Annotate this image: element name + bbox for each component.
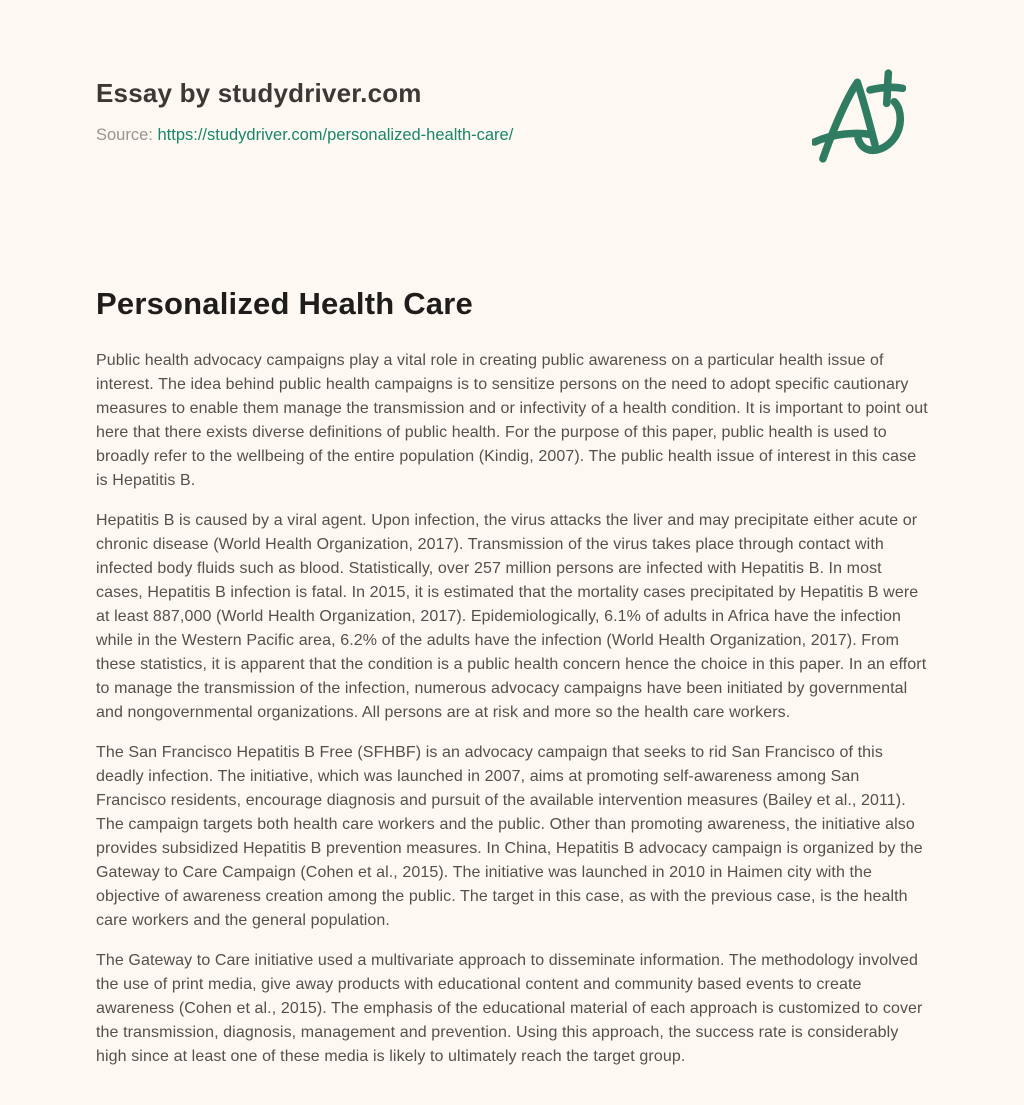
source-label: Source: xyxy=(96,126,153,144)
a-plus-logo-icon xyxy=(812,64,906,173)
site-header-title: Essay by studydriver.com xyxy=(96,78,422,108)
source-line xyxy=(96,126,513,145)
essay-paragraph-2: Hepatitis B is caused by a viral agent. Upon infection, the virus attacks the liver and may precipitate either acute or chronic disease (World Health Organization, 2017). Transmission of the virus takes place through contact with infected body fluids such as blood. Statistically, over 257 million persons are infected with Hepatitis B. In most cases, Hepatitis B infection is fatal. In 2015, it is estimated that the mortality cases precipitated by Hepatitis B were at least 887,000 (World Health Organization, 2017). Epidemiologically, 6.1% of adults in Africa have the infection while in the Western Pacific area, 6.2% of the adults have the infection (World Health Organization, 2017). From these statistics, it is apparent that the condition is a public health concern hence the choice in this paper. In an effort to manage the transmission of the infection, numerous advocacy campaigns have been initiated by governmental and nongovernmental organizations. All persons are at risk and more so the health care workers. xyxy=(96,512,927,721)
essay-title: Personalized Health Care xyxy=(96,286,473,321)
essay-paragraph-3: The San Francisco Hepatitis B Free (SFHBF) is an advocacy campaign that seeks to rid San Francisco of this deadly infection. The initiative, which was launched in 2007, aims at promoting self-awareness among San Francisco residents, encourage diagnosis and pursuit of the available intervention measures (Bailey et al., 2011). The campaign targets both health care workers and the public. Other than promoting awareness, the initiative also provides subsidized Hepatitis B prevention measures. In China, Hepatitis B advocacy campaign is organized by the Gateway to Care Campaign (Cohen et al., 2015). The initiative was launched in 2010 in Haimen city with the objective of awareness creation among the public. The target in this case, as with the previous case, is the health care workers and the general population. xyxy=(96,744,923,929)
page-header xyxy=(96,76,928,173)
essay-paragraph-1: Public health advocacy campaigns play a vital role in creating public awareness on a particular health issue of interest. The idea behind public health campaigns is to sensitize persons on the need to adopt specific cautionary measures to enable them manage the transmission and or infectivity of a health condition. It is important to point out here that there exists diverse definitions of public health. For the purpose of this paper, public health is used to broadly refer to the wellbeing of the entire population (Kindig, 2007). The public health issue of interest in this case is Hepatitis B. xyxy=(96,352,928,489)
essay-paragraph-4: The Gateway to Care initiative used a multivariate approach to disseminate information. The methodology involved the use of print media, give away products with educational content and community based events to create awareness (Cohen et al., 2015). The emphasis of the educational material of each approach is customized to cover the transmission, diagnosis, management and prevention. Using this approach, the success rate is considerably high since at least one of these media is likely to ultimately reach the target group. xyxy=(96,952,923,1065)
source-url-link[interactable]: https://studydriver.com/personalized-health-care/ xyxy=(157,126,514,144)
essay-body xyxy=(96,349,932,1069)
header-text-block xyxy=(96,76,513,145)
